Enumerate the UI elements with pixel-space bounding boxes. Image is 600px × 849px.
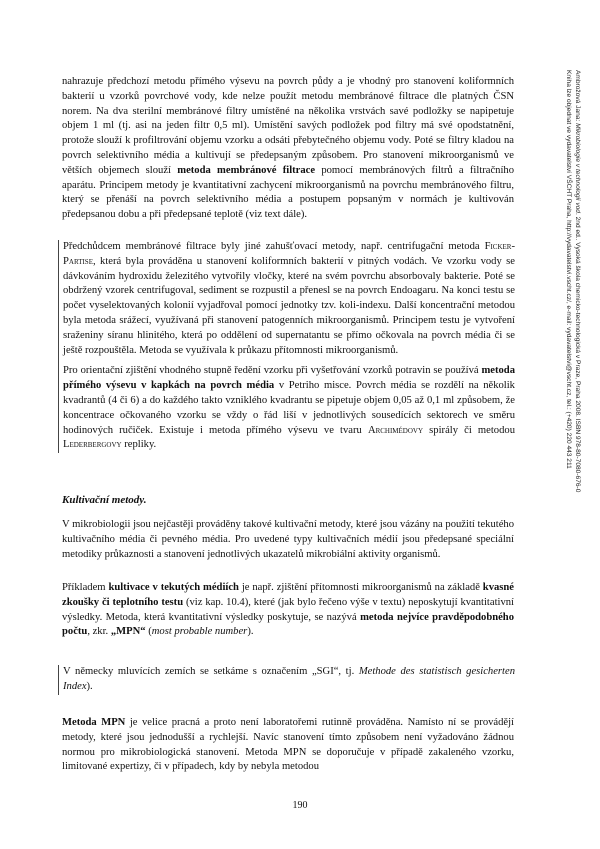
text-run: repliky.	[121, 439, 157, 451]
paragraph-liquid-media	[62, 581, 514, 640]
sidebar-box-sgi	[58, 665, 521, 695]
bold-term: metoda membránové filtrace	[177, 164, 316, 176]
small-caps-name: Archimédovy	[367, 424, 424, 436]
text-run: Ambrožová Jana:	[574, 70, 581, 124]
text-run: V německy mluvících zemích se setkáme s označením „SGI“, tj.	[63, 666, 359, 677]
text-run: , která byla prováděna u stanovení koliformních bakterií v pitných vodách. Ve vzorku vody se dávkováním hydroxidu železitého vytvořily vločky, které na svém povrchu absorbovaly bakterie. Poté se obdržený vzorek centrifugoval, sediment se rozpustil a přenesl se na povrch Endoagaru. Na konci testu se počet vyselektovaných kolonií vyjadřoval pomocí jednotky tzv. koli-indexu. Další koncentrační metodou byla metoda srážecí, využívaná při stanovení patogenních mikroorganismů. Principem testu je vytvoření sraženiny síranu hlinitého, která po oddělení od supernatantu se přímo očkovala na povrch média či se ještě rozpouštěla. Metoda se využívala k průkazu přítomnosti mikroorganismů.	[63, 255, 515, 356]
box-paragraph-predecessors	[63, 240, 515, 358]
box-paragraph-drop-method	[63, 364, 515, 453]
bold-term: kvasné zkoušky či teplotního testu	[62, 582, 514, 608]
bold-term: „MPN“	[110, 626, 146, 638]
paragraph-membrane-intro	[62, 75, 514, 223]
italic-term: most probable number	[151, 626, 248, 638]
ordering-info-line: Kniha lze objednat ve vydavatelství VŠCHT Praha, http://vydavatelstvi.vscht.cz/, e-mail: vydavatelstvi@vscht.cz, tel.: (+420) 220 443 211	[565, 70, 572, 469]
bold-term: kultivace v tekutých médiích	[108, 582, 239, 593]
citation-line	[573, 70, 582, 590]
text-run: Předchůdcem membránové filtrace byly jiné zahušťovací metody, např. centrifugační metoda	[63, 241, 485, 252]
text-run: (viz kap. 10.4), které (jak bylo řečeno výše v textu) neposkytují kvantitativní výsledky. Metoda, která kvantitativní výsledky poskytuje, se nazývá	[62, 596, 514, 623]
bold-term: metoda přímého výsevu v kapkách na povrch média	[63, 365, 515, 392]
text-run: je např. zjištění přítomnosti mikroorganismů na základě	[238, 582, 483, 593]
text-run: v Petriho misce. Povrch média se rozdělí na několik kvadrantů (4 či 6) a do každého takto vzniklého kvadrantu se pipetuje objem 0,05 až 0,1 ml způsobem, že koncentrace očkovaného vzorku se vždy o řád liší v jednotlivých sousedících sektorech ve směru hodinových ručiček. Existuje i metoda přímého výsevu ve tvaru	[63, 380, 515, 436]
page-number: 190	[292, 800, 308, 811]
small-caps-name: Ficker-Partise	[63, 241, 515, 267]
small-caps-name: Lederbergovy	[63, 439, 122, 451]
italic-term: Mikrobiologie v technologii vod	[574, 123, 581, 213]
text-run: nahrazuje předchozí metodu přímého výsevu na povrch půdy a je vhodný pro stanovení koliformních bakterií u vzorků povrchové vody, kde nelze použít metodu membránové filtrace dle platných ČSN norem. Na dva sterilní membránové filtry umístěné na několika vrstvách savé podložky se napipetuje objem 1 ml (tj. asi na jeden filtr 0,5 ml). Umístění savých podložek pod filtry má své opodstatnění, protože slouží k profiltrování objemu vzorku a odsáti přebytečného objemu vody. Poté se filtry kladou na povrch selektivního média a kultivují se předepsaným způsobem. Pro stanovení mikroorganismů ve větších objemech slouží	[62, 76, 514, 176]
sidebar-box-history	[58, 240, 521, 453]
italic-term: Methode des statistisch gesicherten Index	[63, 666, 515, 692]
paragraph-mpn	[62, 716, 514, 775]
citation-sidenote	[564, 70, 582, 590]
text-run: spirály či metodou	[423, 424, 515, 436]
text-run: je velice pracná a proto není laboratořemi rutinně prováděna. Namísto ní se provádějí metody, které jsou jednodušší a rychlejší. Navíc stanovení tímto způsobem není vyžadováno žádnou normou pro mikrobiologická stanovení. Metoda MPN se doporučuje v případě zakaleného vzorku, limitované expertizy, či v případech, kdy by nebyla metodou	[62, 717, 514, 773]
text-run: ).	[247, 626, 254, 638]
text-run: Příkladem	[62, 582, 109, 593]
text-run: (	[145, 626, 152, 638]
bold-term: Metoda MPN	[62, 717, 126, 728]
section-heading: Kultivační metody.	[62, 494, 147, 506]
text-run: Pro orientační zjištění vhodného stupně ředění vzorku při vyšetřování vzorků potravin se používá	[63, 365, 482, 377]
bold-term: metoda nejvíce pravděpodobného počtu	[62, 611, 515, 638]
text-run: pomocí membránových filtrů a filtračního aparátu. Principem metody je kvantitativní zachycení mikroorganismů na povrchu membránového filtru, který se přenáší na povrch selektivního média a postupem popsaným v normách je kultivován předepsanou dobu a při předepsané teplotě (viz text dále).	[62, 164, 515, 221]
box-paragraph-sgi	[63, 665, 515, 695]
text-run: , zkr.	[87, 626, 111, 638]
paragraph-cultivation-intro: V mikrobiologii jsou nejčastěji prováděny takové kultivační metody, které jsou vázány na použití tekutého kultivačního média či pevného média. Pro uvedené typy kultivačních médií jsou předepsané speciální metodiky průkaznosti a stanovení jednotlivých ukazatelů mikrobiální aktivity organismů.	[62, 519, 514, 560]
text-run: . 2nd ed.. Vysoká škola chemicko-technologická v Praze, Praha 2008. ISBN 978-80-7080-676-0	[574, 212, 581, 493]
text-run: ).	[86, 680, 93, 692]
